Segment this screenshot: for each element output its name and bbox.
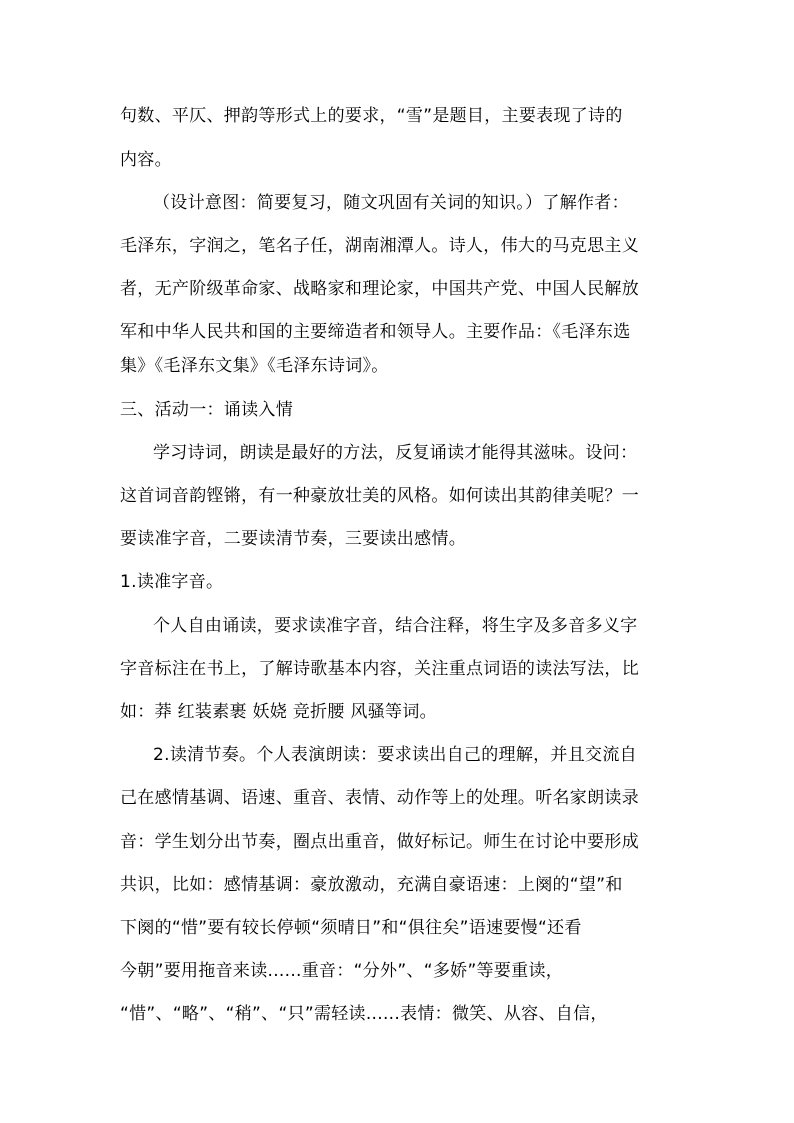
text-line: 共识，比如：感情基调：豪放激动，充满自豪语速：上阕的“望”和 bbox=[120, 875, 623, 895]
subsection-heading: 1.读准字音。 bbox=[120, 572, 224, 592]
text-line: 音：学生划分出节奏，圈点出重音，做好标记。师生在讨论中要形成 bbox=[120, 832, 639, 852]
text-line: 如：莽 红装素裹 妖娆 竞折腰 风骚等词。 bbox=[120, 702, 437, 722]
text-line: 个人自由诵读，要求读准字音，结合注释，将生字及多音多义字 bbox=[153, 616, 638, 636]
text-line: “惜”、“略”、“稍”、“只”需轻读......表情：微笑、从容、自信， bbox=[120, 1004, 608, 1024]
text-line: 集》《毛泽东文集》《毛泽东诗词》。 bbox=[120, 356, 389, 376]
text-line: 者，无产阶级革命家、战略家和理论家，中国共产党、中国人民解放 bbox=[120, 279, 639, 299]
text-line: 这首词音韵铿锵，有一种豪放壮美的风格。如何读出其韵律美呢？一 bbox=[120, 486, 639, 506]
text-line: 学习诗词，朗读是最好的方法，反复诵读才能得其滋味。设问： bbox=[153, 443, 638, 463]
text-line: 字音标注在书上，了解诗歌基本内容，关注重点词语的读法写法，比 bbox=[120, 659, 639, 679]
text-line: 内容。 bbox=[120, 150, 172, 170]
text-line: 己在感情基调、语速、重音、表情、动作等上的处理。听名家朗读录 bbox=[120, 788, 639, 808]
text-line: 要读准字音，二要读清节奏，三要读出感情。 bbox=[120, 529, 466, 549]
section-heading: 三、活动一：诵读入情 bbox=[120, 400, 293, 420]
text-line: 军和中华人民共和国的主要缔造者和领导人。主要作品：《毛泽东选 bbox=[120, 322, 631, 342]
text-line: 今朝”要用拖音来读......重音：“分外”、“多娇”等要重读， bbox=[120, 961, 564, 981]
text-line: （设计意图：简要复习，随文巩固有关词的知识。）了解作者： bbox=[153, 193, 629, 213]
text-line: 下阕的“惜”要有较长停顿“须晴日”和“俱往矣”语速要慢“还看 bbox=[120, 918, 582, 938]
text-line: 2.读清节奏。个人表演朗读：要求读出自己的理解，并且交流自 bbox=[153, 745, 637, 765]
text-line: 毛泽东，字润之，笔名子任，湖南湘潭人。诗人，伟大的马克思主义 bbox=[120, 236, 639, 256]
text-line: 句数、平仄、押韵等形式上的要求，“雪”是题目，主要表现了诗的 bbox=[120, 106, 623, 126]
